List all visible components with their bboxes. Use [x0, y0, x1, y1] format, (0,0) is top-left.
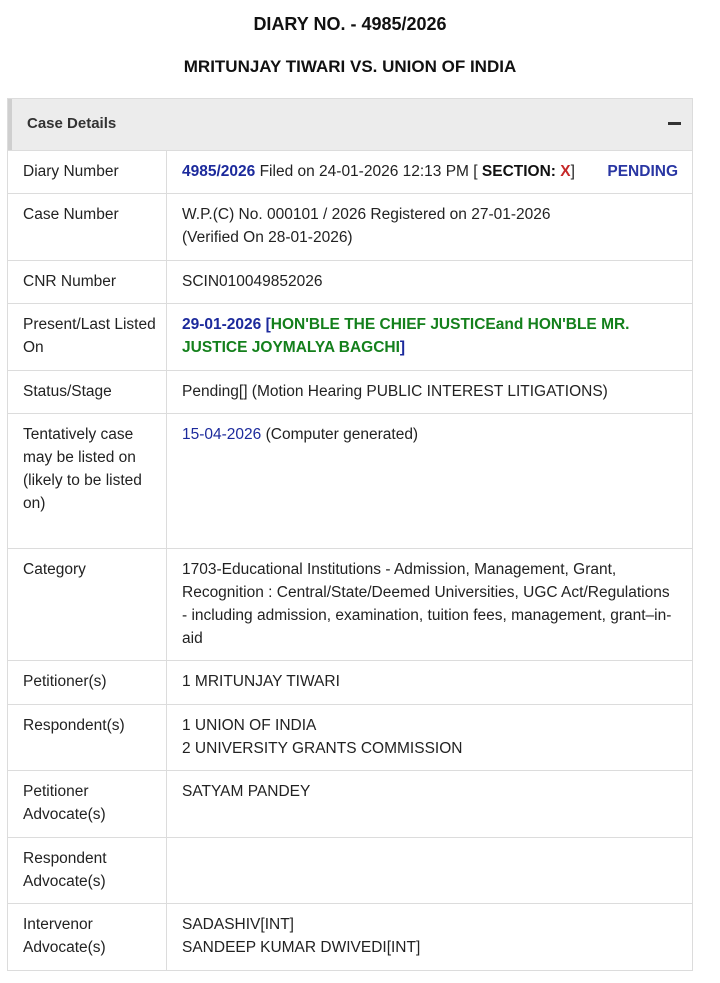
- case-details-table: [8, 150, 692, 970]
- listed-value: [167, 304, 693, 371]
- section-close: ]: [570, 163, 575, 180]
- respondent-label: Respondent(s): [8, 705, 167, 771]
- tentative-value: [167, 414, 693, 549]
- panel-title: Case Details: [27, 115, 117, 132]
- respondent-value: [167, 705, 693, 771]
- table-row: [8, 151, 692, 194]
- case-number-line1: W.P.(C) No. 000101 / 2026 Registered on 27-01-2026: [182, 206, 551, 223]
- cnr-label: CNR Number: [8, 261, 167, 304]
- int-adv-item: SADASHIV[INT]: [182, 916, 294, 933]
- resp-adv-value: [167, 838, 693, 904]
- case-number-line2: (Verified On 28-01-2026): [182, 229, 353, 246]
- category-label: Category: [8, 549, 167, 661]
- diary-title: DIARY NO. - 4985/2026: [253, 14, 447, 34]
- table-row: [8, 194, 692, 261]
- diary-number: 4985/2026: [182, 163, 256, 180]
- listed-label: Present/Last Listed On: [8, 304, 167, 371]
- case-number-label: Case Number: [8, 194, 167, 261]
- respondent-item: 1 UNION OF INDIA: [182, 717, 317, 734]
- minus-icon[interactable]: [668, 113, 682, 133]
- case-number-value: [167, 194, 693, 261]
- tentative-note: (Computer generated): [261, 426, 419, 443]
- status-label: Status/Stage: [8, 371, 167, 414]
- section-value: X: [560, 163, 571, 180]
- pet-adv-label: Petitioner Advocate(s): [8, 771, 167, 838]
- resp-adv-label: Respondent Advocate(s): [8, 838, 167, 904]
- table-row: [8, 371, 692, 414]
- case-details-panel: [7, 98, 693, 971]
- tentative-label: Tentatively case may be listed on (likely to be listed on): [8, 414, 167, 549]
- table-row: [8, 904, 692, 970]
- table-row: [8, 414, 692, 549]
- table-row: [8, 304, 692, 371]
- int-adv-item: SANDEEP KUMAR DWIVEDI[INT]: [182, 939, 421, 956]
- diary-number-value: [167, 151, 693, 194]
- int-adv-value: [167, 904, 693, 970]
- int-adv-label: Intervenor Advocate(s): [8, 904, 167, 970]
- cnr-value: SCIN010049852026: [167, 261, 693, 304]
- pet-adv-value: SATYAM PANDEY: [167, 771, 693, 838]
- bench-close: ]: [399, 339, 406, 356]
- section-label: SECTION:: [481, 163, 561, 180]
- listed-date: 29-01-2026: [182, 316, 262, 333]
- petitioner-label: Petitioner(s): [8, 661, 167, 705]
- table-row: [8, 261, 692, 304]
- case-title: MRITUNJAY TIWARI VS. UNION OF INDIA: [183, 57, 517, 76]
- petitioner-item: 1 MRITUNJAY TIWARI: [182, 673, 340, 690]
- bench-names: HON'BLE THE CHIEF JUSTICEand HON'BLE MR. JUSTICE JOYMALYA BAGCHI: [182, 316, 630, 356]
- status-value: Pending[] (Motion Hearing PUBLIC INTEREST LITIGATIONS): [167, 371, 693, 414]
- category-value: 1703-Educational Institutions - Admission, Management, Grant, Recognition : Central/State/Deemed Universities, UGC Act/Regulations - including admission, examination, tuition fees, management, grant–in-aid: [167, 549, 693, 661]
- table-row: [8, 661, 692, 705]
- table-row: [8, 705, 692, 771]
- petitioner-value: [167, 661, 693, 705]
- respondent-item: 2 UNIVERSITY GRANTS COMMISSION: [182, 740, 463, 757]
- bench-open: [: [261, 316, 271, 333]
- table-row: [8, 838, 692, 904]
- panel-header[interactable]: [8, 99, 692, 150]
- table-row: [8, 549, 692, 661]
- tentative-date: 15-04-2026: [182, 426, 262, 443]
- filed-text: Filed on 24-01-2026 12:13 PM [: [255, 163, 482, 180]
- diary-number-label: Diary Number: [8, 151, 167, 194]
- status-badge: PENDING: [607, 163, 678, 180]
- table-row: [8, 771, 692, 838]
